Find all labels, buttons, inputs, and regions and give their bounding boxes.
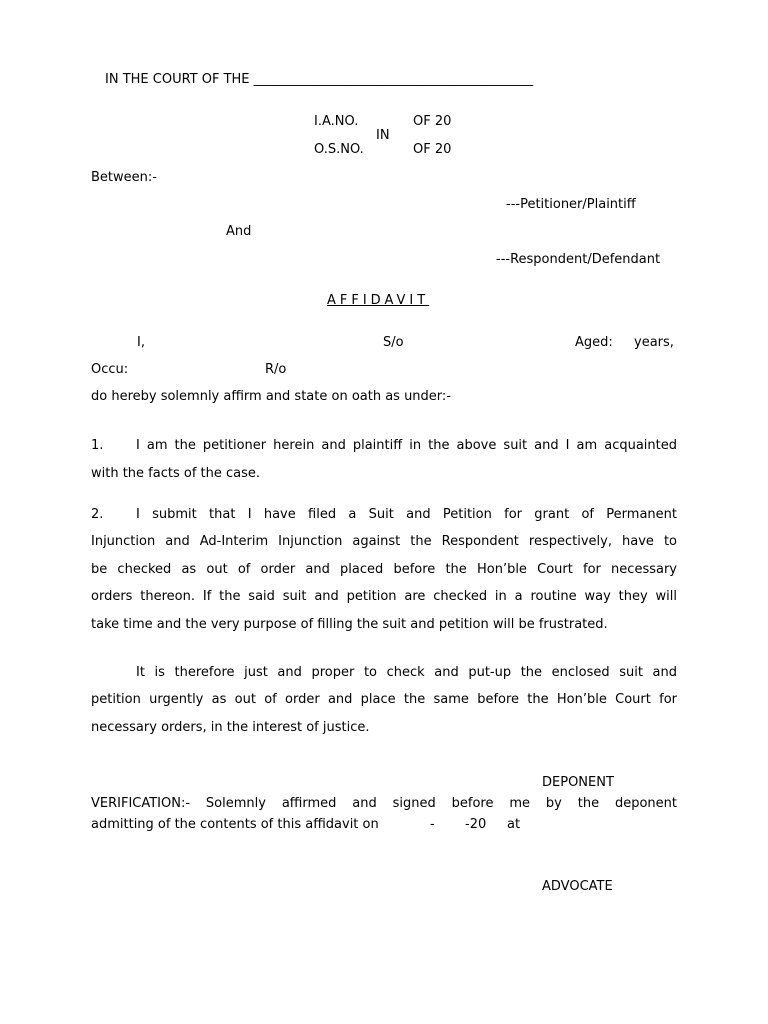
advocate-label: ADVOCATE <box>542 879 613 894</box>
ia-year-label: OF 20 <box>413 114 452 129</box>
para2-line: orders thereon. If the said suit and petition are checked in a routine way they will <box>91 589 677 604</box>
para3-line: petition urgently as out of order and place the same before the Hon’ble Court for <box>91 692 677 707</box>
para2-line: be checked as out of order and placed before the Hon’ble Court for necessary <box>91 562 677 577</box>
verification-year: -20 <box>465 817 487 832</box>
respondent-label: ---Respondent/Defendant <box>496 252 661 267</box>
court-line: IN THE COURT OF THE ___________________________________________ <box>105 72 534 87</box>
os-number-label: O.S.NO. <box>314 142 364 157</box>
para1-number: 1. <box>91 438 104 453</box>
intro-affirm: do hereby solemnly affirm and state on oath as under:- <box>91 389 451 404</box>
intro-son-of: S/o <box>383 335 404 350</box>
intro-occupation: Occu: <box>91 362 129 377</box>
deponent-label: DEPONENT <box>542 775 614 790</box>
os-year-label: OF 20 <box>413 142 452 157</box>
intro-resident-of: R/o <box>265 362 287 377</box>
para2-number: 2. <box>91 507 104 522</box>
petitioner-label: ---Petitioner/Plaintiff <box>506 197 636 212</box>
verification-date-dash: - <box>430 817 435 832</box>
verification-line: VERIFICATION:- Solemnly affirmed and signed before me by the deponent <box>91 796 677 811</box>
verification-at: at <box>507 817 521 832</box>
verification-line: admitting of the contents of this affidavit on <box>91 817 379 832</box>
para2-line: take time and the very purpose of filling the suit and petition will be frustrated. <box>91 617 608 632</box>
between-label: Between:- <box>91 170 157 185</box>
intro-aged: Aged: <box>575 335 613 350</box>
in-label: IN <box>376 128 390 143</box>
para3-line: It is therefore just and proper to check and put-up the enclosed suit and <box>136 665 677 680</box>
para2-line: Injunction and Ad-Interim Injunction against the Respondent respectively, have to <box>91 534 677 549</box>
intro-years: years, <box>634 335 674 350</box>
ia-number-label: I.A.NO. <box>314 114 359 129</box>
para3-line: necessary orders, in the interest of justice. <box>91 720 370 735</box>
document-title: AFFIDAVIT <box>327 293 430 308</box>
and-label: And <box>226 224 252 239</box>
para2-line: I submit that I have filed a Suit and Petition for grant of Permanent <box>136 507 677 522</box>
para1-line: I am the petitioner herein and plaintiff in the above suit and I am acquainted <box>136 438 677 453</box>
para1-line: with the facts of the case. <box>91 466 261 481</box>
intro-i: I, <box>137 335 145 350</box>
